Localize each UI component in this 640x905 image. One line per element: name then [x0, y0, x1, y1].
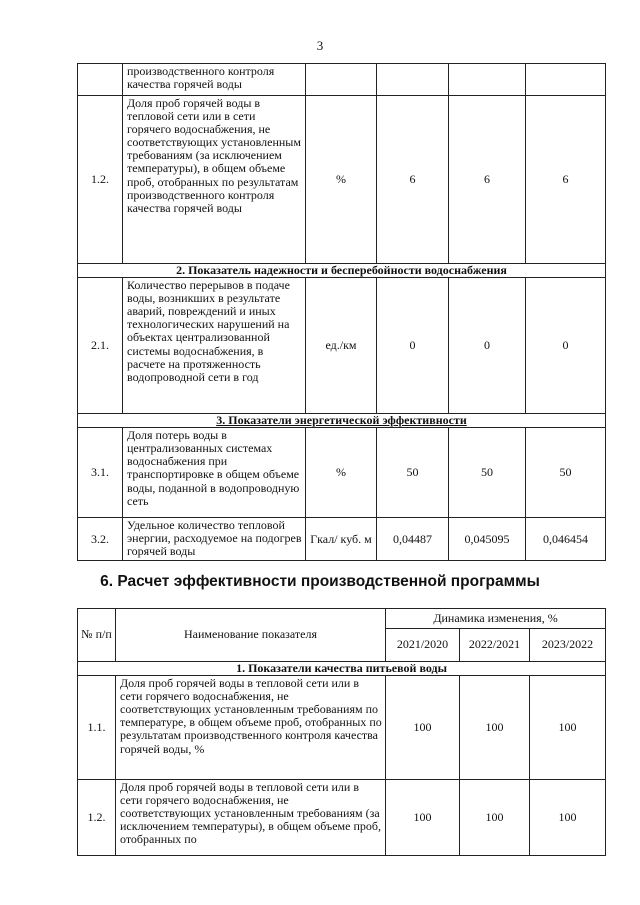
- value-cell: 100: [386, 780, 460, 856]
- unit-cell: %: [306, 428, 377, 518]
- section-title: 2. Показатель надежности и бесперебойности водоснабжения: [78, 264, 606, 278]
- value-cell: 100: [460, 780, 530, 856]
- efficiency-table: [77, 608, 606, 856]
- section-title: 3. Показатели энергетической эффективности: [78, 414, 606, 428]
- indicator-name-cell: производственного контроля качества горячей воды: [123, 64, 306, 96]
- value-cell: 0: [377, 278, 449, 414]
- header-row: [78, 609, 606, 629]
- value-cell: 6: [526, 96, 606, 264]
- value-cell: 50: [377, 428, 449, 518]
- table-row: [78, 428, 606, 518]
- unit-cell: Гкал/ куб. м: [306, 518, 377, 561]
- value-cell: 0: [449, 278, 526, 414]
- indicator-name-cell: Количество перерывов в подаче воды, возникших в результате аварий, повреждений и иных технологических нарушений на объектах централизованной системы водоснабжения, в расчете на протяженность водопроводной сети в год: [123, 278, 306, 414]
- value-cell: 100: [386, 676, 460, 780]
- year-header: 2023/2022: [530, 629, 606, 662]
- value-cell: 6: [449, 96, 526, 264]
- value-cell: 50: [449, 428, 526, 518]
- row-number-cell: 1.2.: [78, 780, 116, 856]
- number-header: № п/п: [78, 609, 116, 662]
- indicator-name-cell: Доля проб горячей воды в тепловой сети или в сети горячего водоснабжения, не соответствующих установленным требованиям (за исключением температуры), в общем объеме проб, отобранных по результатам производственного контроля качества горячей воды: [123, 96, 306, 264]
- row-number-cell: 3.1.: [78, 428, 123, 518]
- value-cell: 100: [530, 676, 606, 780]
- value-cell: 0,045095: [449, 518, 526, 561]
- table-row: [78, 780, 606, 856]
- table-row: [78, 518, 606, 561]
- value-cell: 100: [530, 780, 606, 856]
- table-row: [78, 96, 606, 264]
- section-row: [78, 264, 606, 278]
- row-number-cell: 2.1.: [78, 278, 123, 414]
- row-number-cell: 1.1.: [78, 676, 116, 780]
- indicator-name-cell: Доля потерь воды в централизованных системах водоснабжения при транспортировке в общем объеме воды, поданной в водопроводную сеть: [123, 428, 306, 518]
- indicators-table: [77, 63, 606, 561]
- value-cell: 50: [526, 428, 606, 518]
- table-row: [78, 64, 606, 96]
- value-cell: 0,04487: [377, 518, 449, 561]
- section-row: [78, 414, 606, 428]
- section-heading: 6. Расчет эффективности производственной программы: [100, 573, 540, 590]
- row-number-cell: 3.2.: [78, 518, 123, 561]
- value-cell: 100: [460, 676, 530, 780]
- dynamics-header: Динамика изменения, %: [386, 609, 606, 629]
- row-number-cell: 1.2.: [78, 96, 123, 264]
- indicator-name-cell: Доля проб горячей воды в тепловой сети или в сети горячего водоснабжения, не соответствующих установленным требованиям (за исключением температуры), в общем объеме проб, отобранных по: [116, 780, 386, 856]
- row-number-cell: [78, 64, 123, 96]
- year-header: 2021/2020: [386, 629, 460, 662]
- value-cell: 0,046454: [526, 518, 606, 561]
- section-row: [78, 662, 606, 676]
- unit-cell: ед./км: [306, 278, 377, 414]
- table-row: [78, 278, 606, 414]
- value-cell: 6: [377, 96, 449, 264]
- table-row: [78, 676, 606, 780]
- section-title: 1. Показатели качества питьевой воды: [78, 662, 606, 676]
- value-cell: 0: [526, 278, 606, 414]
- indicator-name-cell: Доля проб горячей воды в тепловой сети или в сети горячего водоснабжения, не соответствующих установленным требованиям по температуре, в общем объеме проб, отобранных по результатам производственного контроля качества горячей воды, %: [116, 676, 386, 780]
- indicator-name-cell: Удельное количество тепловой энергии, расходуемое на подогрев горячей воды: [123, 518, 306, 561]
- name-header: Наименование показателя: [116, 609, 386, 662]
- year-header: 2022/2021: [460, 629, 530, 662]
- unit-cell: %: [306, 96, 377, 264]
- page-number: 3: [316, 38, 324, 53]
